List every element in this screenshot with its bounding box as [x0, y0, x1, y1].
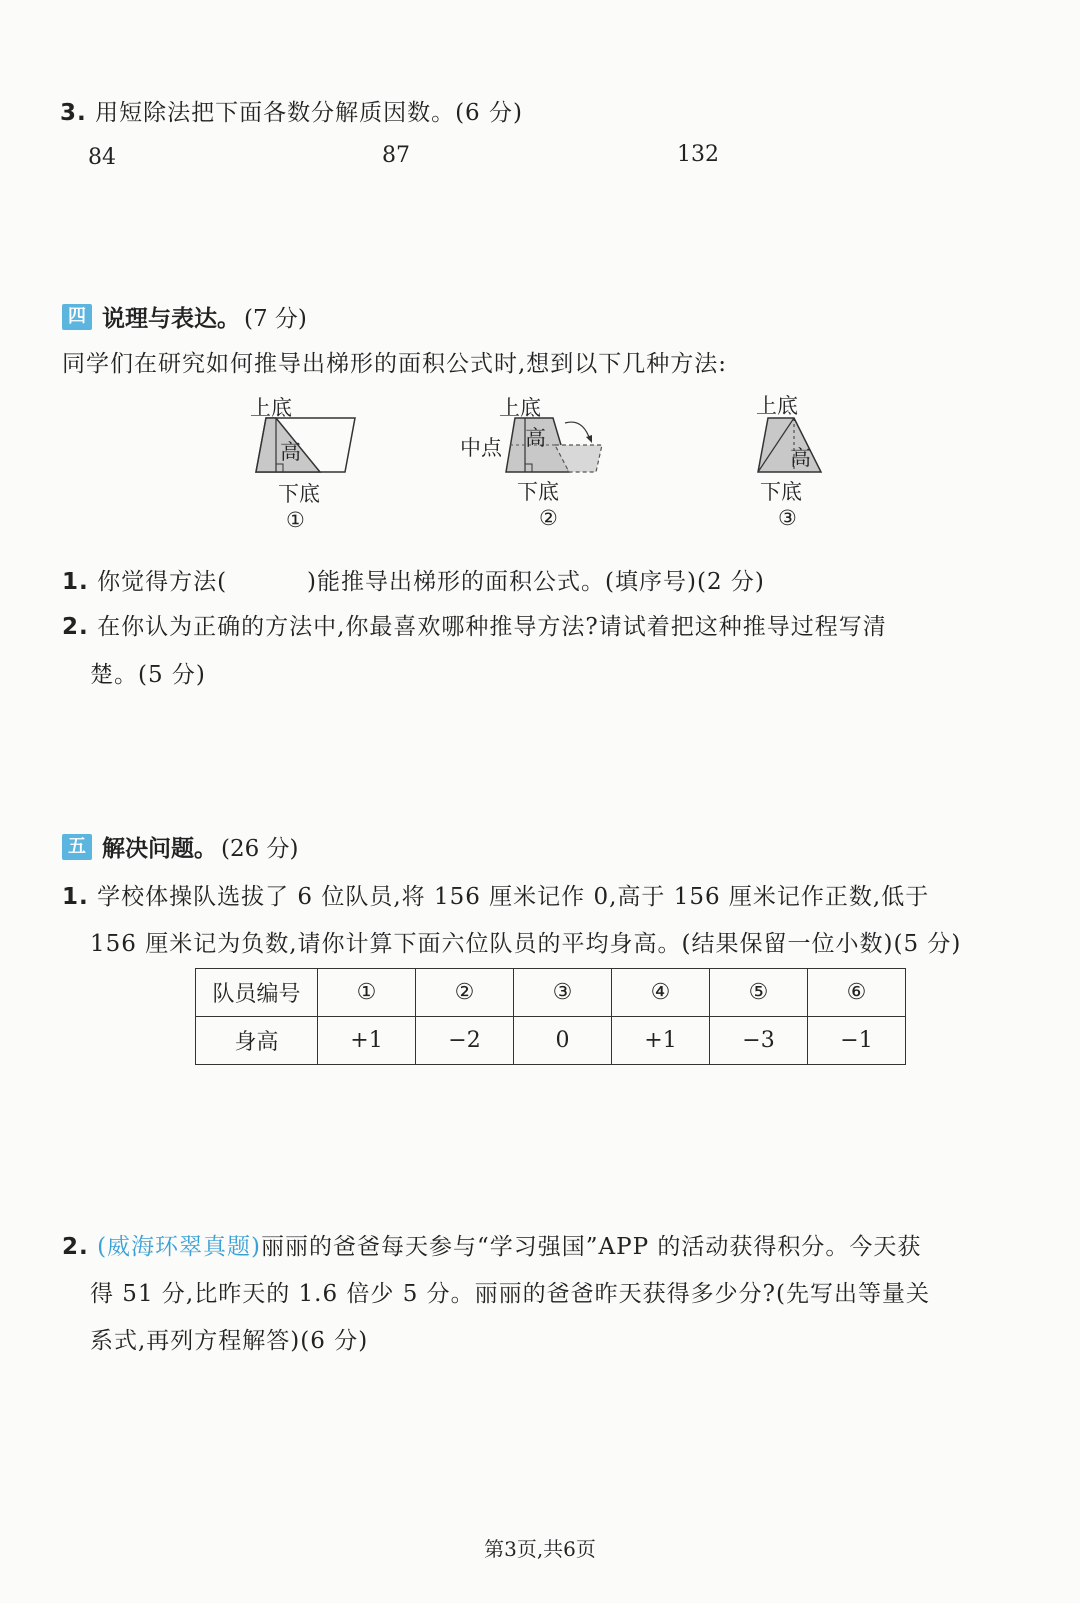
table-cell: ③	[514, 969, 612, 1017]
table-cell: 队员编号	[196, 969, 318, 1017]
figure-1-height-label: 高	[280, 440, 301, 464]
section-5-question-2-line-2: 得 51 分,比昨天的 1.6 倍少 5 分。丽丽的爸爸昨天获得多少分?(先写出等量关	[90, 1281, 930, 1307]
question-text: 用短除法把下面各数分解质因数。(6 分)	[95, 100, 523, 126]
table-cell: ①	[318, 969, 416, 1017]
figure-2-top-label: 上底	[499, 396, 541, 420]
question-number: 3.	[60, 100, 87, 126]
figure-3-height-label: 高	[790, 446, 811, 470]
question-text-line-1: 在你认为正确的方法中,你最喜欢哪种推导方法?请试着把这种推导过程写清	[97, 614, 887, 640]
table-cell: ⑤	[710, 969, 808, 1017]
question-number: 2.	[62, 1234, 89, 1260]
page-footer: 第3页,共6页	[484, 1537, 596, 1561]
question-text-line-1: 学校体操队选拔了 6 位队员,将 156 厘米记作 0,高于 156 厘米记作正数,低于	[97, 884, 930, 910]
section-4-intro: 同学们在研究如何推导出梯形的面积公式时,想到以下几种方法:	[62, 351, 728, 377]
section-5-question-2-line-3: 系式,再列方程解答)(6 分)	[90, 1328, 369, 1354]
table-cell: ②	[416, 969, 514, 1017]
question-3	[60, 94, 523, 127]
figure-2-index: ②	[539, 506, 558, 530]
question-text-after: )能推导出梯形的面积公式。(填序号)(2 分)	[307, 569, 765, 595]
section-4-question-2	[62, 608, 887, 641]
question-text-before: 你觉得方法(	[97, 569, 228, 595]
section-5-question-2	[62, 1228, 921, 1261]
question-number: 1.	[62, 569, 89, 595]
trapezoid-figure-2	[455, 390, 615, 535]
table-cell: ⑥	[808, 969, 906, 1017]
table-cell: −3	[710, 1017, 808, 1065]
section-4-question-2-line-2: 楚。(5 分)	[90, 662, 206, 688]
section-badge: 五	[62, 834, 92, 860]
source-tag: (威海环翠真题)	[97, 1234, 262, 1260]
section-4-header	[62, 300, 307, 333]
table-cell: ④	[612, 969, 710, 1017]
section-badge: 四	[62, 304, 92, 330]
number-84: 84	[88, 145, 116, 170]
section-title: 说理与表达。	[102, 306, 240, 332]
question-number: 1.	[62, 884, 89, 910]
question-text-line-1: 丽丽的爸爸每天参与“学习强国”APP 的活动获得积分。今天获	[261, 1234, 922, 1260]
section-points: (26 分)	[221, 836, 299, 862]
number-87: 87	[382, 143, 410, 168]
figure-3-bottom-label: 下底	[760, 480, 802, 504]
figure-1-bottom-label: 下底	[278, 482, 320, 506]
figure-1-top-label: 上底	[250, 396, 292, 420]
section-5-header	[62, 830, 299, 863]
table-cell: 身高	[196, 1017, 318, 1065]
figure-3-index: ③	[778, 506, 797, 530]
figure-2-bottom-label: 下底	[517, 480, 559, 504]
section-title: 解决问题。	[102, 836, 217, 862]
trapezoid-figure-3	[738, 390, 848, 535]
table-cell: 0	[514, 1017, 612, 1065]
height-table	[195, 968, 906, 1065]
table-cell: −2	[416, 1017, 514, 1065]
table-cell: −1	[808, 1017, 906, 1065]
section-points: (7 分)	[244, 306, 307, 332]
number-132: 132	[677, 142, 719, 167]
table-row	[196, 1017, 906, 1065]
figure-3-top-label: 上底	[756, 394, 798, 418]
trapezoid-figure-1	[240, 390, 370, 535]
section-5-question-1	[62, 878, 929, 911]
figure-2-midpoint-label: 中点	[460, 436, 502, 460]
figure-1-index: ①	[286, 508, 305, 532]
table-cell: +1	[318, 1017, 416, 1065]
figure-2-height-label: 高	[525, 426, 546, 450]
table-cell: +1	[612, 1017, 710, 1065]
table-header-row	[196, 969, 906, 1017]
section-4-question-1	[62, 563, 765, 596]
section-5-question-1-line-2: 156 厘米记为负数,请你计算下面六位队员的平均身高。(结果保留一位小数)(5 分)	[90, 931, 962, 957]
question-number: 2.	[62, 614, 89, 640]
